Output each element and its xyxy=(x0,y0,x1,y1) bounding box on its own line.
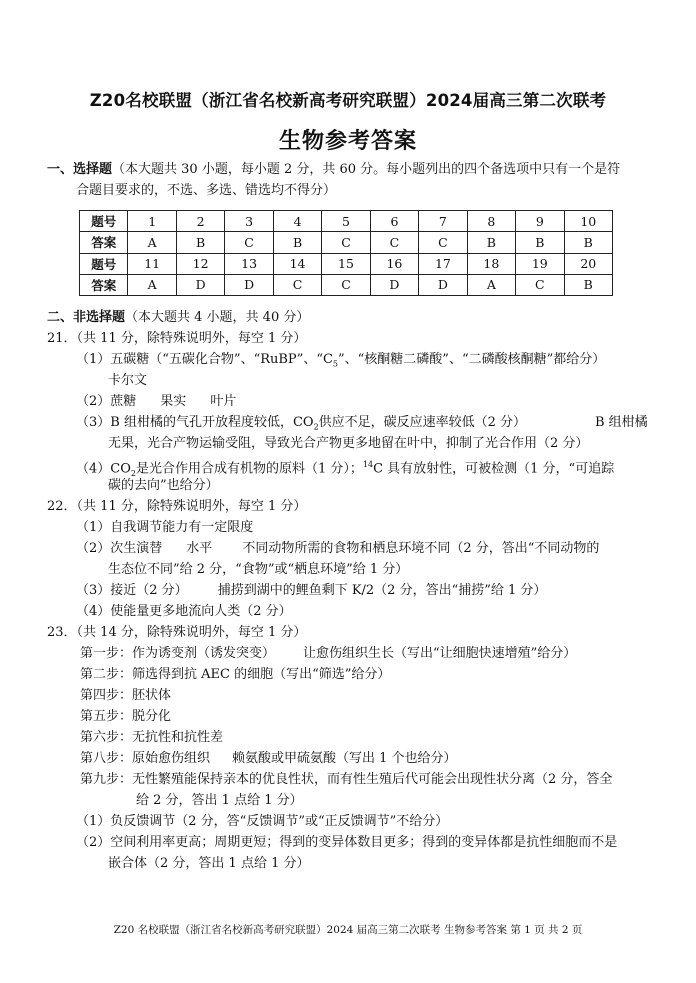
q21-p2-c: 叶片 xyxy=(210,394,237,409)
section2-desc: （本大题共 4 小题，共 40 分） xyxy=(125,310,310,325)
question-number: 3 xyxy=(225,211,273,232)
q23-number: 23． xyxy=(47,625,77,640)
q21-p4-text-a: （4）CO xyxy=(76,461,131,477)
q23-step6: 第六步：无抗性和抗性差 xyxy=(80,730,224,745)
answer-cell: D xyxy=(176,274,224,295)
answer-cell: B xyxy=(516,232,564,253)
row-label-question: 题号 xyxy=(80,253,128,274)
q21-part2 xyxy=(76,392,236,412)
answer-cell: A xyxy=(467,274,515,295)
answer-cell: D xyxy=(370,274,418,295)
answer-cell: C xyxy=(322,274,370,295)
q23-part1: （1）负反馈调节（2 分，答“反馈调节”或“正反馈调节”不给分） xyxy=(76,814,449,829)
question-number: 13 xyxy=(225,253,273,274)
q22-p2-a: 次生演替 xyxy=(110,541,163,556)
page-footer: Z20 名校联盟（浙江省名校新高考研究联盟）2024 届高三第二次联考 生物参考答案 第 1 页 共 2 页 xyxy=(113,924,583,936)
q22-p2-label: （2） xyxy=(76,541,111,556)
question-number: 5 xyxy=(322,211,370,232)
row-label-answer: 答案 xyxy=(80,232,128,253)
q21-p4-text-b: 是光合作用合成有机物的原料（1 分）； xyxy=(135,461,363,477)
q23-header xyxy=(47,623,306,643)
answer-cell: A xyxy=(128,274,176,295)
answer-table xyxy=(79,210,613,296)
page-subtitle: 生物参考答案 xyxy=(278,129,417,154)
q21-head: （共 11 分，除特殊说明外，每空 1 分） xyxy=(76,331,307,346)
q22-part1: （1）自我调节能力有一定限度 xyxy=(76,520,254,535)
q23-step9-line2: 给 2 分，答出 1 点给 1 分） xyxy=(136,793,303,808)
q21-part3-line2: 无果，光合产物运输受阻，导致光合产物更多地留在叶中，抑制了光合作用（2 分） xyxy=(108,436,589,451)
answer-cell: C xyxy=(419,232,467,253)
answer-cell: D xyxy=(225,274,273,295)
question-number: 18 xyxy=(467,253,515,274)
answer-cell: C xyxy=(516,274,564,295)
q21-p2-b: 果实 xyxy=(160,394,187,409)
question-number: 11 xyxy=(128,253,176,274)
q23-step5: 第五步：脱分化 xyxy=(80,709,172,724)
question-number: 20 xyxy=(564,253,612,274)
answer-cell: B xyxy=(273,232,321,253)
q21-p3-sub: 2 xyxy=(313,422,319,432)
answer-cell: B xyxy=(467,232,515,253)
row-label-question: 题号 xyxy=(80,211,128,232)
answer-cell: B xyxy=(564,274,612,295)
q21-part1 xyxy=(76,350,605,375)
section1-line1 xyxy=(47,160,620,180)
q21-part3-b: B 组柑橘 xyxy=(595,415,648,430)
section1-desc-1: （本大题共 30 小题，每小题 2 分，共 60 分。每小题列出的四个备选项中只有一个是符 xyxy=(112,162,621,177)
answer-cell: C xyxy=(322,232,370,253)
question-number: 16 xyxy=(370,253,418,274)
answer-cell: C xyxy=(273,274,321,295)
q22-p2-c: 不同动物所需的食物和栖息环境不同（2 分，答出“不同动物的 xyxy=(242,541,600,556)
q21-p3-text-b: 供应不足，碳反应速率较低（2 分） xyxy=(318,415,527,430)
section2-line xyxy=(47,308,309,328)
question-number: 8 xyxy=(467,211,515,232)
q22-part4: （4）使能量更多地流向人类（2 分） xyxy=(76,604,292,619)
table-row-a2 xyxy=(80,274,613,295)
q23-part2-line1: （2）空间利用率更高；周期更短；得到的变异体数目更多；得到的变异体都是抗性细胞而不是 xyxy=(76,835,618,850)
answer-cell: C xyxy=(225,232,273,253)
row-label-answer: 答案 xyxy=(80,274,128,295)
question-number: 4 xyxy=(273,211,321,232)
q23-s8-b: 赖氨酸或甲硫氨酸（写出 1 个也给分） xyxy=(232,751,457,766)
q23-step9-line1: 第九步：无性繁殖能保持亲本的优良性状，而有性生殖后代可能会出现性状分离（2 分，答全 xyxy=(80,772,613,787)
q23-s8-a: 第八步：原始愈伤组织 xyxy=(80,751,211,766)
q23-step2: 第二步：筛选得到抗 AEC 的细胞（写出“筛选”给分） xyxy=(80,667,391,682)
question-number: 15 xyxy=(322,253,370,274)
q21-number: 21． xyxy=(47,331,77,346)
question-number: 7 xyxy=(419,211,467,232)
q23-head: （共 14 分，除特殊说明外，每空 1 分） xyxy=(76,625,307,640)
q22-p3-b: 捕捞到湖中的鲤鱼剩下 K/2（2 分，答出“捕捞”给 1 分） xyxy=(217,583,547,598)
q23-step4: 第四步：胚状体 xyxy=(80,688,172,703)
q23-part2-line2: 嵌合体（2 分，答出 1 点给 1 分） xyxy=(108,856,310,871)
section2-heading: 二、非选择题 xyxy=(47,310,126,325)
table-row-a1 xyxy=(80,232,613,253)
question-number: 1 xyxy=(128,211,176,232)
q21-p2-label: （2） xyxy=(76,394,111,409)
q23-s1-b: 让愈伤组织生长（写出“让细胞快速增殖”给分） xyxy=(303,646,577,661)
table-row-q2 xyxy=(80,253,613,274)
q22-header xyxy=(47,497,306,517)
q22-p3-a: （3）接近（2 分） xyxy=(76,583,188,598)
question-number: 12 xyxy=(176,253,224,274)
q21-p1-text-b: ”、“核酮糖二磷酸”、“二磷酸核酮糖”都给分） xyxy=(338,352,606,367)
q22-number: 22． xyxy=(47,499,77,514)
q21-p3-text-a: （3）B 组柑橘的气孔开放程度较低，CO xyxy=(76,415,314,430)
q22-part2 xyxy=(76,539,599,559)
question-number: 10 xyxy=(564,211,612,232)
q21-part1-line2: 卡尔文 xyxy=(108,373,148,388)
question-number: 6 xyxy=(370,211,418,232)
question-number: 9 xyxy=(516,211,564,232)
question-number: 14 xyxy=(273,253,321,274)
answer-cell: B xyxy=(176,232,224,253)
q22-part3 xyxy=(76,581,546,601)
page-title: Z20名校联盟（浙江省名校新高考研究联盟）2024届高三第二次联考 xyxy=(89,91,607,110)
answer-cell: D xyxy=(419,274,467,295)
q21-p4-text-c: C 具有放射性，可被检测（1 分，“可追踪 xyxy=(373,461,615,477)
q22-head: （共 11 分，除特殊说明外，每空 1 分） xyxy=(76,499,307,514)
table-row-q1 xyxy=(80,211,613,232)
q22-part2-line2: 生态位不同”给 2 分，“食物”或“栖息环境”给 1 分） xyxy=(108,562,409,577)
answer-cell: C xyxy=(370,232,418,253)
section1-heading: 一、选择题 xyxy=(47,162,113,177)
answer-cell: A xyxy=(128,232,176,253)
section1-desc-2: 合题目要求的，不选、多选、错选均不得分） xyxy=(76,183,337,198)
question-number: 2 xyxy=(176,211,224,232)
q21-p2-a: 蔗糖 xyxy=(110,394,137,409)
question-number: 17 xyxy=(419,253,467,274)
q21-p4-sup: 14 xyxy=(362,460,374,469)
q21-p1-text-a: （1）五碳糖（“五碳化合物”、“RuBP”、“C xyxy=(76,352,333,367)
q23-s1-a: 第一步：作为诱变剂（诱发突变） xyxy=(80,646,276,661)
answer-cell: B xyxy=(564,232,612,253)
q22-p2-b: 水平 xyxy=(186,541,213,556)
q23-step8 xyxy=(80,749,457,769)
q21-p4-sub: 2 xyxy=(130,468,136,478)
q21-part4-line2: 碳的去向”也给分） xyxy=(108,478,219,493)
q23-step1 xyxy=(80,644,576,664)
q21-header xyxy=(47,329,306,349)
question-number: 19 xyxy=(516,253,564,274)
q21-p1-sub: 5 xyxy=(332,359,339,369)
